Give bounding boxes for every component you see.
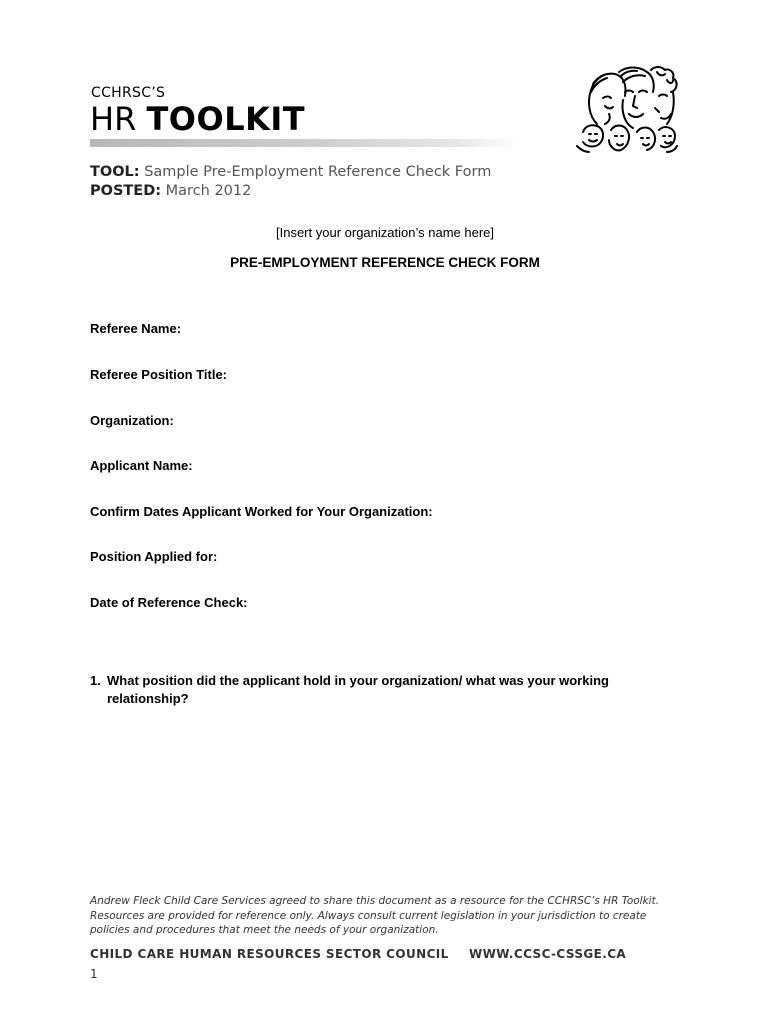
- header-divider: [90, 139, 518, 147]
- question-text: What position did the applicant hold in your organization/ what was your working relationship?: [107, 673, 609, 706]
- brand-hr: HR: [90, 100, 137, 138]
- posted-line: [90, 183, 251, 199]
- field-organization: Organization:: [90, 413, 174, 428]
- footer-website-link[interactable]: WWW.CCSC-CSSGE.CA: [469, 947, 627, 961]
- field-date-of-reference-check: Date of Reference Check:: [90, 595, 248, 610]
- brand-title: [90, 101, 305, 137]
- question-number: 1.: [90, 673, 101, 688]
- tool-value: Sample Pre-Employment Reference Check Form: [144, 164, 492, 180]
- tool-line: [90, 164, 491, 180]
- posted-value: March 2012: [165, 183, 252, 199]
- tool-label: TOOL:: [90, 164, 140, 180]
- brand-prefix: CCHRSC’S: [91, 85, 166, 101]
- field-applicant-name: Applicant Name:: [90, 458, 193, 473]
- field-referee-name: Referee Name:: [90, 321, 182, 336]
- field-confirm-dates: Confirm Dates Applicant Worked for Your Organization:: [90, 504, 433, 519]
- faces-illustration-icon: [575, 62, 681, 154]
- posted-label: POSTED:: [90, 183, 162, 199]
- footer-council-name: CHILD CARE HUMAN RESOURCES SECTOR COUNCIL: [90, 947, 449, 961]
- field-referee-position-title: Referee Position Title:: [90, 367, 228, 382]
- footer-note: Andrew Fleck Child Care Services agreed to share this document as a resource for the CCHRSC’s HR Toolkit. Resources are provided for reference only. Always consult current legislation in your jurisdiction to create policies and procedures that meet the needs of your organization.: [90, 895, 660, 936]
- field-position-applied: Position Applied for:: [90, 549, 218, 564]
- form-title: PRE-EMPLOYMENT REFERENCE CHECK FORM: [230, 255, 540, 270]
- brand-toolkit: TOOLKIT: [146, 100, 306, 138]
- page-number: 1: [90, 967, 98, 981]
- org-name-placeholder: [Insert your organization’s name here]: [276, 225, 494, 240]
